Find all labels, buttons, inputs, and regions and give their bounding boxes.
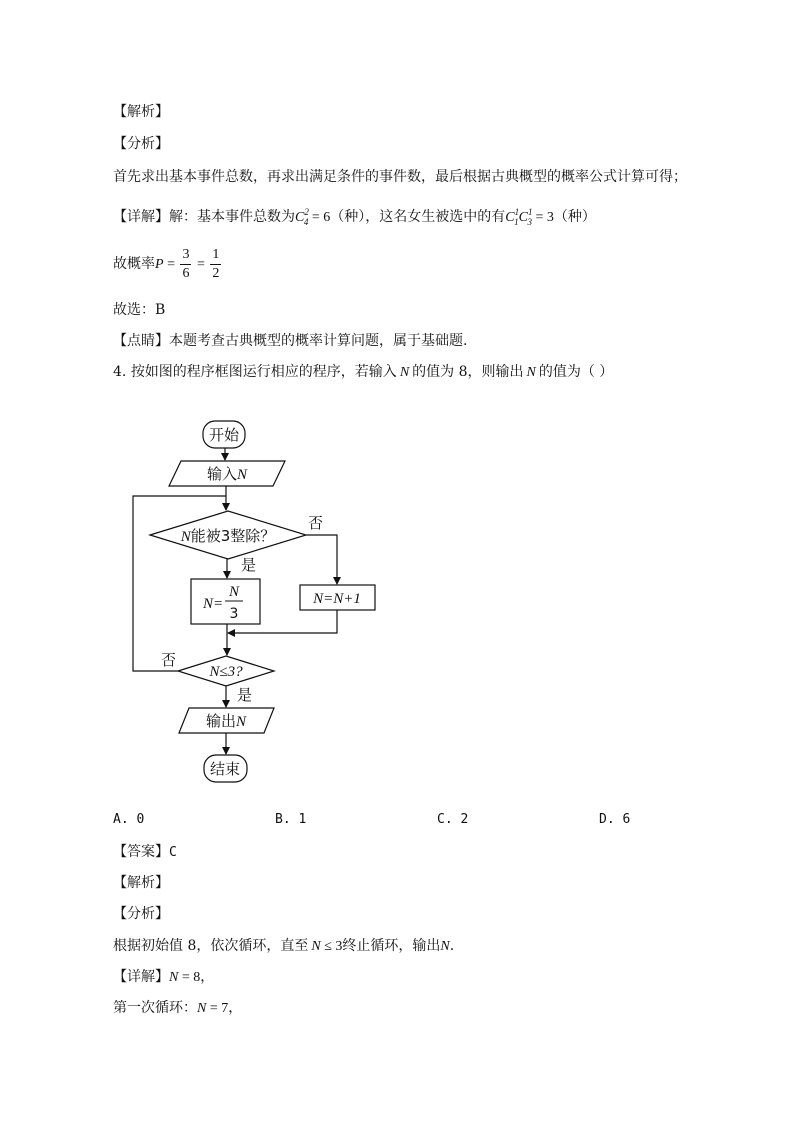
xiangjie-label: 【详解】: [113, 209, 169, 225]
loop1-label: 第一次循环：: [113, 1000, 197, 1016]
assign-left-label: N=: [203, 596, 224, 612]
xiangjie-line-2: 【详解】N = 8，: [113, 969, 215, 985]
decision2-label: N≤3?: [209, 664, 243, 680]
answer-label: 【答案】: [113, 844, 169, 860]
fenxi-heading: 【分析】: [113, 136, 169, 152]
equals-three: = 3: [531, 210, 554, 225]
xiangjie-text2: （种），这名女生被选中的有: [330, 209, 506, 225]
combination-c11c31: $C^1_1C^1_3$: [505, 207, 533, 227]
equals-six: = 6: [308, 210, 331, 225]
loop1-line: 第一次循环：N = 7，: [113, 1000, 243, 1016]
answer-line: [113, 842, 177, 863]
no-label-left: 否: [161, 651, 177, 669]
choice-line: 故选：B: [113, 302, 166, 318]
question-number: 4.: [113, 364, 127, 380]
answer-value: C: [169, 845, 177, 860]
xiangjie-text3: （种）: [553, 209, 596, 225]
option-a[interactable]: A. 0: [113, 812, 145, 827]
fenxi-heading-2: 【分析】: [113, 906, 169, 922]
arrow-no-to-plus1: [306, 535, 337, 584]
prob-prefix: 故概率: [113, 256, 155, 272]
prob-P: P: [155, 257, 164, 272]
fenxi-text: 首先求出基本事件总数，再求出满足条件的事件数，最后根据古典概型的概率公式计算可得；: [113, 169, 687, 185]
no-label-right: 否: [308, 514, 324, 532]
fraction-1-2: $\frac{1}{2}$: [212, 246, 220, 281]
probability-line: 故概率P = $\frac{3}{6}$ = $\frac{1}{2}$: [113, 246, 220, 281]
assign-right-label: N=N+1: [313, 591, 361, 607]
loop-back-line: [133, 496, 226, 671]
option-c[interactable]: C. 2: [437, 812, 469, 827]
answer-options: [113, 812, 673, 832]
decision1-label: N能被3整除？: [180, 527, 276, 545]
option-d[interactable]: D. 6: [599, 812, 631, 827]
option-b[interactable]: B. 1: [275, 812, 307, 827]
input-label: 输入N: [206, 465, 248, 483]
end-label: 结束: [209, 760, 241, 778]
yes-label-1: 是: [241, 556, 257, 574]
program-flowchart: [125, 413, 395, 788]
fraction-3-6: $\frac{3}{6}$: [182, 246, 190, 281]
xiangjie-label-2: 【详解】: [113, 969, 169, 985]
combination-c42: $C^2_4$: [295, 207, 309, 227]
dianjing-line: [113, 331, 467, 351]
yes-label-2: 是: [237, 686, 253, 704]
output-label: 输出N: [205, 712, 247, 730]
fenxi-text-2: 根据初始值 8，依次循环，直至 N ≤ 3终止循环，输出N.: [113, 938, 455, 954]
dianjing-text: 本题考查古典概型的概率计算问题，属于基础题.: [169, 333, 468, 349]
xiangjie-text1: 解：基本事件总数为: [169, 209, 295, 225]
xiangjie-line: [113, 202, 596, 232]
arrow-plus1-merge: [228, 610, 337, 633]
frac-num: N: [228, 584, 240, 600]
frac-den: 3: [229, 606, 239, 622]
start-label: 开始: [208, 426, 240, 444]
jiexi-heading-2: 【解析】: [113, 875, 169, 891]
question-4: 4. 按如图的程序框图运行相应的程序，若输入 N 的值为 8，则输出 N 的值为（ ）: [113, 364, 614, 380]
jiexi-heading: 【解析】: [113, 104, 169, 120]
dianjing-label: 【点睛】: [113, 333, 169, 349]
